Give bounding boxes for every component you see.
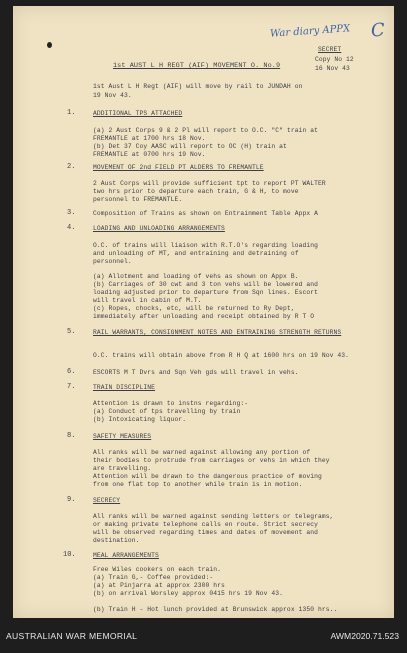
section-line: O.C. trains will obtain above from R H Q at 1600 hrs on 19 Nov 43. — [93, 352, 349, 359]
section-line: personnel. — [93, 258, 132, 265]
section-line: (a) 2 Aust Corps 9 & 2 Pl will report to O.C. "C" train at — [93, 127, 318, 134]
section-heading: LOADING AND UNLOADING ARRANGEMENTS — [93, 225, 225, 232]
section-number: 8. — [67, 432, 76, 440]
section-line: Attention is drawn to instns regarding:- — [93, 400, 249, 407]
section-line: personnel to FREMANTLE. — [93, 196, 183, 203]
section-heading: ADDITIONAL TPS ATTACHED — [93, 110, 183, 117]
section-number: 4. — [67, 224, 76, 232]
section-line: O.C. of trains will liaison with R.T.O's regarding loading — [93, 242, 318, 249]
archive-reference: AWM2020.71.523 — [330, 631, 399, 641]
section-line: immediately after unloading and receipt obtained by R T O — [93, 313, 315, 320]
section-line: (b) Intoxicating liquor. — [93, 416, 187, 423]
punch-hole — [47, 42, 52, 48]
section-line: will be observed regarding times and dates of movement and — [93, 529, 318, 536]
section-line: Free Wiles cookers on each train. — [93, 566, 221, 573]
section-line: Composition of Trains as shown on Entrainment Table Appx A — [93, 210, 318, 217]
section-line: loading adjusted prior to departure from Sqn lines. Escort — [93, 289, 318, 296]
order-title: 1st AUST L H REGT (AIF) MOVEMENT O. No.9 — [113, 62, 281, 70]
section-line: or making private telephone calls en route. Strict secrecy — [93, 521, 318, 528]
section-line: (c) Ropes, chocks, etc, will be returned to Ry Dept, — [93, 305, 295, 312]
section-line: destination. — [93, 537, 140, 544]
section-line: ESCORTS M T Dvrs and Sqn Veh gds will travel in vehs. — [93, 369, 299, 376]
archive-footer — [0, 619, 407, 653]
section-line: (a) at Pinjarra at approx 2300 hrs — [93, 582, 225, 589]
section-line: will travel in cabin of M.T. — [93, 297, 202, 304]
handwritten-letter: C — [370, 19, 386, 42]
intro-line: 19 Nov 43. — [93, 92, 132, 99]
archive-name: AUSTRALIAN WAR MEMORIAL — [6, 631, 138, 641]
section-line: 2 Aust Corps will provide sufficient tpt to report PT WALTER — [93, 180, 326, 187]
order-date: 16 Nov 43 — [315, 65, 350, 72]
section-heading: MEAL ARRANGEMENTS — [93, 552, 159, 559]
section-heading: SAFETY MEASURES — [93, 433, 152, 440]
section-number: 2. — [67, 163, 76, 171]
section-line: (b) Carriages of 30 cwt and 3 ton vehs will be lowered and — [93, 281, 318, 288]
section-line: (a) Conduct of tps travelling by train — [93, 408, 241, 415]
handwritten-annotation: War diary APPX — [269, 23, 351, 40]
intro-line: 1st Aust L H Regt (AIF) will move by rail to JUNDAH on — [93, 83, 303, 90]
section-line: (b) on arrival Worsley approx 0415 hrs 19 Nov 43. — [93, 590, 284, 597]
section-number: 3. — [67, 209, 76, 217]
section-number: 7. — [67, 383, 76, 391]
section-number: 9. — [67, 496, 76, 504]
section-heading: SECRECY — [93, 497, 121, 504]
section-heading: RAIL WARRANTS, CONSIGNMENT NOTES AND ENTRAINING STRENGTH RETURNS — [93, 329, 342, 336]
section-heading: MOVEMENT OF 2nd FIELD PT ALDERS TO FREMANTLE — [93, 164, 264, 171]
section-number: 1. — [67, 109, 76, 117]
section-line: (a) Allotment and loading of vehs as shown on Appx B. — [93, 273, 299, 280]
classification: SECRET — [318, 46, 342, 53]
section-line: from one flat top to another while train is in motion. — [93, 481, 303, 488]
section-line: and unloading of MT, and entraining and detraining of — [93, 250, 299, 257]
section-number: 10. — [63, 551, 76, 559]
section-number: 6. — [67, 368, 76, 376]
section-line: their bodies to protrude from carriages or vehs in which they — [93, 457, 330, 464]
section-number: 5. — [67, 328, 76, 336]
section-line: FREMANTLE at 1700 hrs 18 Nov. — [93, 135, 206, 142]
copy-number: Copy No 12 — [315, 56, 354, 63]
section-line: Attention will be drawn to the dangerous practice of moving — [93, 473, 322, 480]
section-line: All ranks will be warned against allowing any portion of — [93, 449, 311, 456]
section-line: two hrs prior to departure each train, G & H, to move — [93, 188, 299, 195]
section-line: All ranks will be warned against sending letters or telegrams, — [93, 513, 334, 520]
section-line: (b) Train H - Hot lunch provided at Brunswick approx 1350 hrs.. — [93, 606, 338, 613]
section-line: (a) Train G,- Coffee provided:- — [93, 574, 214, 581]
section-heading: TRAIN DISCIPLINE — [93, 384, 156, 391]
section-line: (b) Det 37 Coy AASC will report to OC (H) train at — [93, 143, 287, 150]
document-page — [13, 6, 394, 618]
section-line: are travelling. — [93, 465, 152, 472]
section-line: FREMANTLE at 0700 hrs 19 Nov. — [93, 151, 206, 158]
